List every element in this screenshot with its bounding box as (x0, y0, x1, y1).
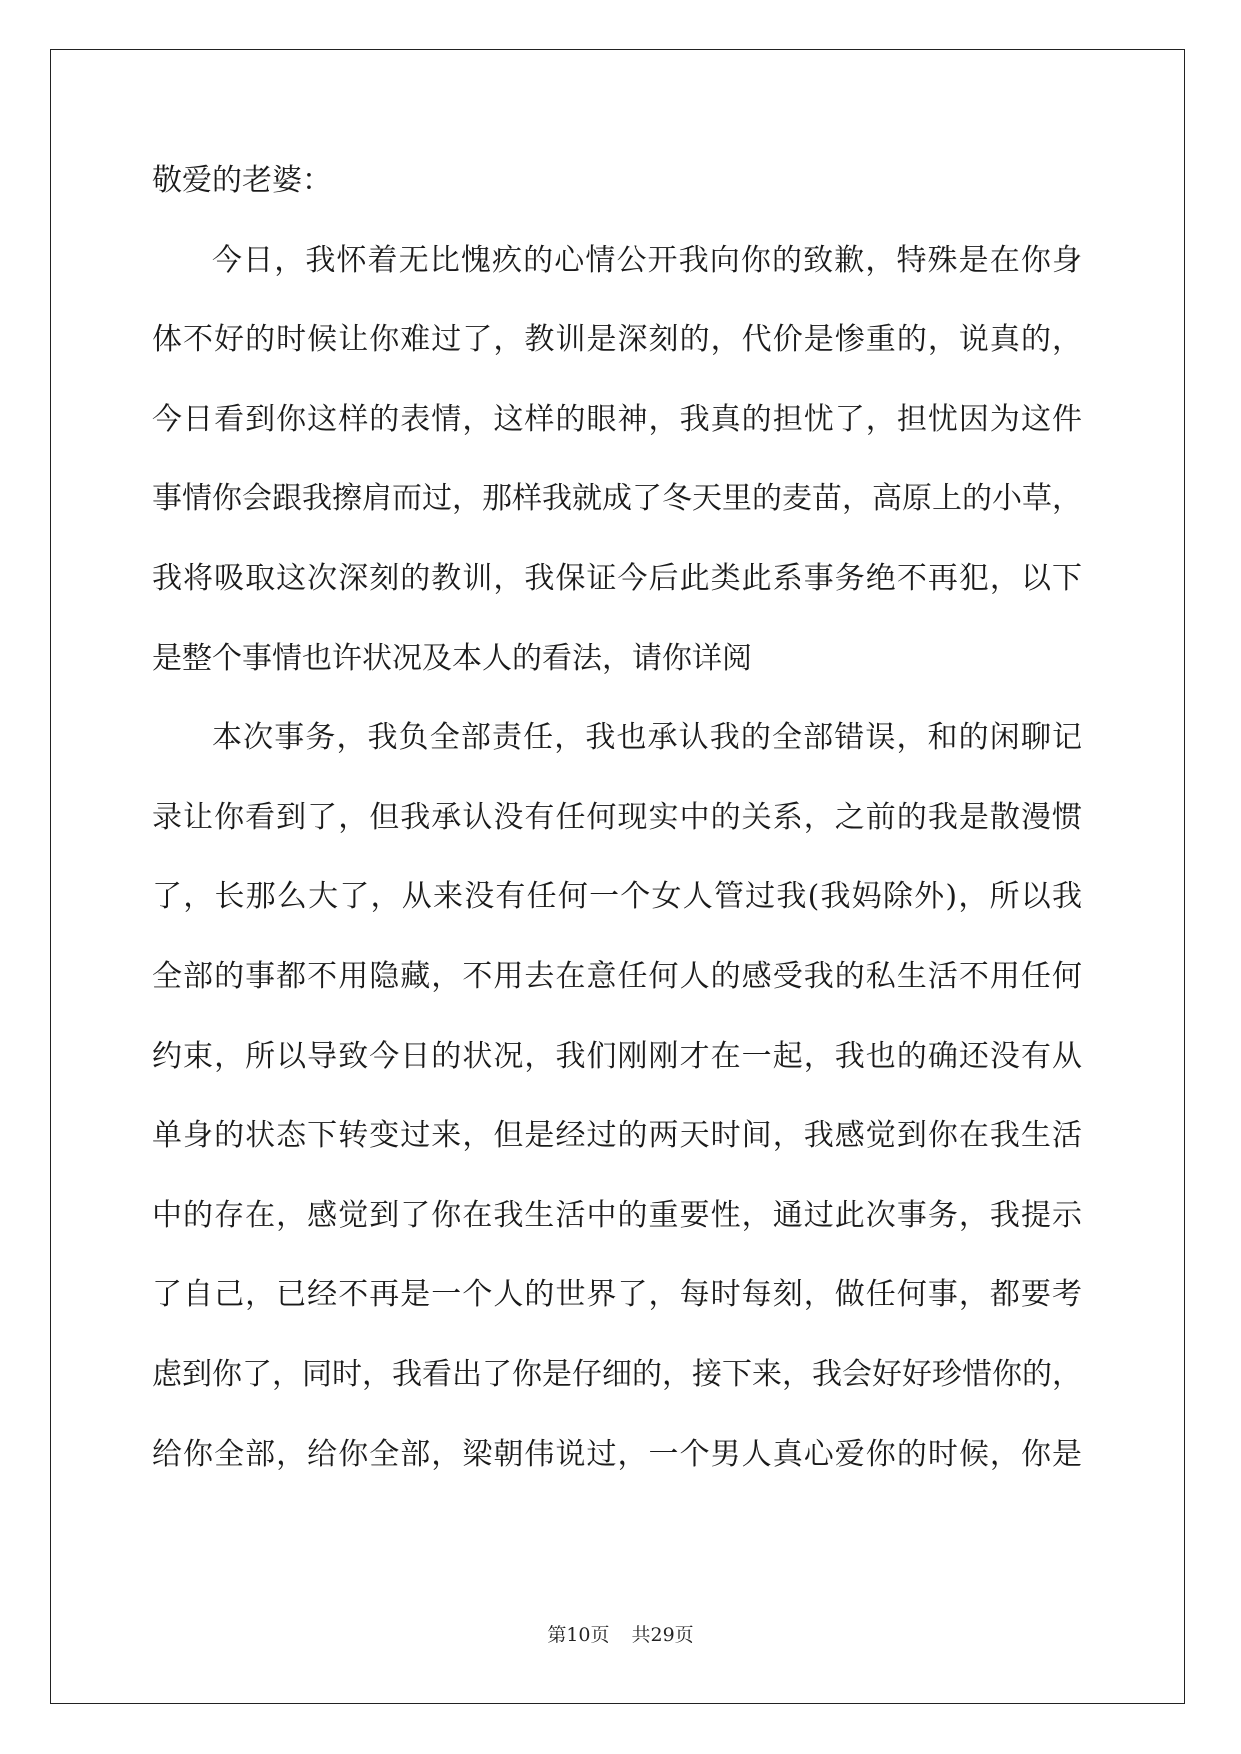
paragraph-line: 事情你会跟我擦肩而过，那样我就成了冬天里的麦苗，高原上的小草， (152, 481, 1082, 517)
paragraph-line: 今日看到你这样的表情，这样的眼神，我真的担忧了，担忧因为这件 (152, 401, 1082, 437)
paragraph-line: 虑到你了，同时，我看出了你是仔细的，接下来，我会好好珍惜你的， (152, 1356, 1082, 1392)
paragraph-line: 我将吸取这次深刻的教训，我保证今后此类此系事务绝不再犯，以下 (152, 560, 1082, 596)
paragraph-line: 体不好的时候让你难过了，教训是深刻的，代价是惨重的，说真的， (152, 322, 1082, 358)
salutation-line: 敬爱的老婆： (152, 163, 332, 198)
paragraph-line: 是整个事情也许状况及本人的看法，请你详阅 (152, 640, 752, 676)
paragraph-line: 全部的事都不用隐藏，不用去在意任何人的感受我的私生活不用任何 (152, 958, 1082, 994)
page-total: 共29页 (631, 1624, 694, 1646)
paragraph-line: 了自己，已经不再是一个人的世界了，每时每刻，做任何事，都要考 (152, 1277, 1082, 1313)
paragraph-line: 给你全部，给你全部，梁朝伟说过，一个男人真心爱你的时候，你是 (152, 1436, 1082, 1472)
paragraph-line: 约束，所以导致今日的状况，我们刚刚才在一起，我也的确还没有从 (152, 1038, 1082, 1074)
paragraph-line: 本次事务，我负全部责任，我也承认我的全部错误，和的闲聊记 (212, 720, 1082, 756)
document-body (152, 163, 1082, 1516)
paragraph-line: 录让你看到了，但我承认没有任何现实中的关系，之前的我是散漫惯 (152, 799, 1082, 835)
paragraph-line: 中的存在，感觉到了你在我生活中的重要性，通过此次事务，我提示 (152, 1197, 1082, 1233)
page-number: 第10页 (547, 1624, 610, 1646)
paragraph-line: 今日，我怀着无比愧疚的心情公开我向你的致歉，特殊是在你身 (212, 242, 1082, 278)
paragraph-line: 单身的状态下转变过来，但是经过的两天时间，我感觉到你在我生活 (152, 1118, 1082, 1154)
paragraph-line: 了，长那么大了，从来没有任何一个女人管过我(我妈除外)，所以我 (152, 879, 1082, 915)
page-footer (0, 1620, 1241, 1647)
